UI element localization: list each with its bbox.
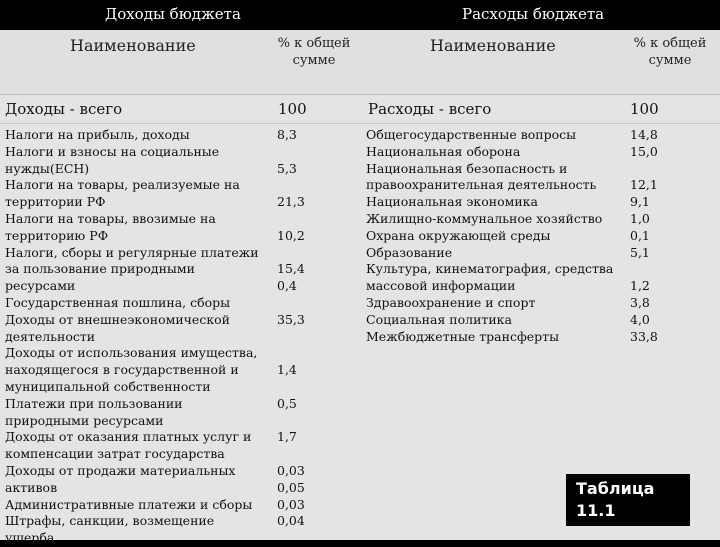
income-item: Доходы от внешнеэкономической: [5, 311, 230, 327]
income-values-column: [277, 127, 305, 547]
income-value: [277, 245, 305, 262]
income-item: Платежи при пользовании: [5, 395, 183, 411]
income-value: [277, 177, 305, 194]
budget-header: [0, 0, 720, 30]
income-item: муниципальной собственности: [5, 378, 211, 394]
expense-total-value: 100: [630, 100, 659, 118]
expense-item: Национальная экономика: [366, 194, 538, 210]
income-item: Налоги, сборы и регулярные платежи: [5, 244, 259, 260]
expense-percent-column-header: % к общей сумме: [633, 36, 707, 68]
expense-item: правоохранительная деятельность: [366, 177, 597, 193]
expense-name-column-header: Наименование: [430, 36, 556, 55]
income-percent-column-header: % к общей сумме: [277, 36, 351, 68]
income-item: Налоги на прибыль, доходы: [5, 127, 190, 142]
income-item: Доходы от продажи материальных: [5, 462, 236, 478]
income-value: [277, 379, 305, 396]
expense-total-label: Расходы - всего: [368, 100, 492, 118]
income-value: [277, 144, 305, 161]
income-value: 0,4: [277, 278, 297, 294]
income-item: ресурсами: [5, 278, 76, 294]
income-item: Налоги и взносы на социальные: [5, 143, 220, 159]
income-value: 0,5: [277, 395, 297, 411]
income-item: Государственная пошлина, сборы: [5, 294, 231, 310]
income-section-title: Доходы бюджета: [105, 5, 241, 23]
expense-item: Национальная оборона: [366, 143, 521, 159]
expense-value: 1,2: [630, 278, 650, 294]
income-value: [277, 329, 305, 346]
income-value: 5,3: [277, 160, 297, 176]
income-item: природными ресурсами: [5, 412, 164, 428]
expense-value: 5,1: [630, 244, 650, 260]
income-item: ущерба: [5, 530, 55, 546]
expense-value: 12,1: [630, 177, 658, 193]
expense-value: 3,8: [630, 294, 650, 310]
income-value: 0,05: [277, 479, 305, 495]
income-item: находящегося в государственной и: [5, 362, 239, 378]
income-value: [277, 530, 305, 547]
expense-value: 15,0: [630, 143, 658, 159]
income-name-column-header: Наименование: [70, 36, 196, 55]
income-item: нужды(ЕСН): [5, 160, 90, 176]
income-value: 0,04: [277, 513, 305, 529]
income-value: [277, 345, 305, 362]
expense-item: Межбюджетные трансферты: [366, 328, 560, 344]
income-value: 0,03: [277, 496, 305, 512]
income-item: деятельности: [5, 328, 96, 344]
table-number-label: Таблица 11.1: [566, 474, 690, 526]
expense-section-title: Расходы бюджета: [462, 5, 605, 23]
income-value: 35,3: [277, 311, 305, 327]
income-item: компенсации затрат государства: [5, 446, 225, 462]
expense-value: 0,1: [630, 227, 650, 243]
income-value: 21,3: [277, 194, 305, 210]
income-value: [277, 211, 305, 228]
expense-item: Охрана окружающей среды: [366, 227, 551, 243]
income-total-label: Доходы - всего: [5, 100, 123, 118]
expense-item: Общегосударственные вопросы: [366, 127, 577, 142]
income-value: 1,7: [277, 429, 297, 445]
income-value: 10,2: [277, 227, 305, 243]
income-item: Налоги на товары, реализуемые на: [5, 177, 240, 193]
income-value: [277, 295, 305, 312]
expense-item: Жилищно-коммунальное хозяйство: [366, 210, 603, 226]
income-value: [277, 413, 305, 430]
expense-item: массовой информации: [366, 278, 516, 294]
expense-item: Культура, кинематография, средства: [366, 261, 614, 277]
expense-value: 4,0: [630, 311, 650, 327]
income-total-value: 100: [278, 100, 307, 118]
income-item: активов: [5, 479, 58, 495]
expense-item: Здравоохранение и спорт: [366, 294, 536, 310]
expense-values-column: [630, 127, 658, 345]
income-item: Доходы от использования имущества,: [5, 345, 258, 361]
expense-item: Национальная безопасность и: [366, 160, 568, 176]
income-value: [277, 446, 305, 463]
income-item: за пользование природными: [5, 261, 195, 277]
column-header-row: [0, 30, 720, 95]
income-value: 1,4: [277, 362, 297, 378]
income-value: 0,03: [277, 462, 305, 478]
expense-value: 33,8: [630, 328, 658, 344]
expense-items-list: [366, 127, 613, 345]
income-item: Налоги на товары, ввозимые на: [5, 210, 216, 226]
expense-value: 14,8: [630, 127, 658, 142]
expense-value: 9,1: [630, 194, 650, 210]
income-value: 15,4: [277, 261, 305, 277]
expense-value: [630, 261, 658, 278]
income-items-list: [5, 127, 259, 547]
income-item: территории РФ: [5, 194, 106, 210]
income-item: Штрафы, санкции, возмещение: [5, 513, 215, 529]
expense-item: Образование: [366, 244, 453, 260]
income-item: территорию РФ: [5, 227, 109, 243]
expense-value: [630, 161, 658, 178]
income-item: Административные платежи и сборы: [5, 496, 253, 512]
expense-item: Социальная политика: [366, 311, 512, 327]
totals-row: [0, 95, 720, 124]
income-item: Доходы от оказания платных услуг и: [5, 429, 252, 445]
income-value: 8,3: [277, 127, 297, 142]
expense-value: 1,0: [630, 210, 650, 226]
